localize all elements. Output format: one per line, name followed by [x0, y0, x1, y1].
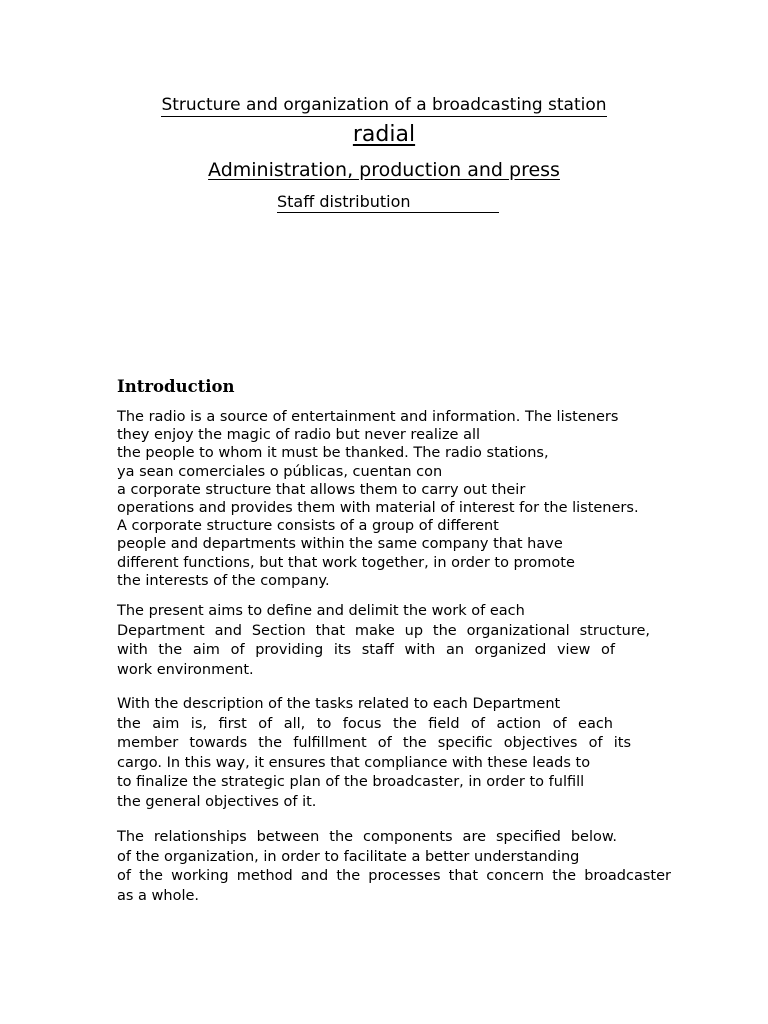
paragraph-line: the aim is, first of all, to focus the field of action of each	[117, 715, 613, 732]
paragraph-line: of the working method and the processes that concern the broadcaster	[117, 868, 671, 884]
paragraph-2	[117, 602, 672, 680]
title-line-1-text: Structure and organization of a broadcasting station	[161, 95, 607, 115]
paragraph-4	[117, 828, 672, 906]
paragraph-line: people and departments within the same company that have	[117, 536, 563, 553]
paragraph-line: With the description of the tasks related to each Department	[117, 696, 561, 712]
paragraph-line: a corporate structure that allows them to carry out their	[117, 481, 526, 498]
paragraph-line: to finalize the strategic plan of the broadcaster, in order to fulfill	[117, 774, 585, 790]
paragraph-1	[117, 408, 672, 590]
paragraph-3	[117, 695, 672, 812]
title-line-4: Staff distribution	[277, 192, 499, 213]
title-line-3	[0, 157, 768, 183]
paragraph-line: the general objectives of it.	[117, 793, 317, 810]
paragraph-line: The present aims to define and delimit the work of each	[117, 603, 525, 619]
paragraph-line: different functions, but that work together, in order to promote	[117, 554, 575, 571]
paragraph-line: with the aim of providing its staff with an organized view of	[117, 642, 615, 658]
section-heading: Introduction	[117, 377, 235, 396]
paragraph-line: The relationships between the components are specified below.	[117, 829, 617, 845]
paragraph-line: operations and provides them with material of interest for the listeners.	[117, 500, 639, 517]
paragraph-line: cargo. In this way, it ensures that compliance with these leads to	[117, 754, 591, 771]
title-line-2-text: radial	[352, 122, 416, 147]
title-line-3-text: Administration, production and press	[208, 159, 560, 181]
paragraph-line: the interests of the company.	[117, 572, 330, 589]
paragraph-line: A corporate structure consists of a group of different	[117, 518, 499, 535]
paragraph-line: work environment.	[117, 661, 254, 678]
paragraph-line: ya sean comerciales o públicas, cuentan con	[117, 463, 443, 480]
paragraph-line: Department and Section that make up the organizational structure,	[117, 622, 650, 639]
paragraph-line: they enjoy the magic of radio but never realize all	[117, 427, 481, 444]
paragraph-line: member towards the fulfillment of the specific objectives of its	[117, 735, 631, 751]
paragraph-line: The radio is a source of entertainment and information. The listeners	[117, 409, 619, 425]
paragraph-line: the people to whom it must be thanked. The radio stations,	[117, 445, 549, 462]
title-line-1	[0, 94, 768, 116]
title-line-2	[0, 121, 768, 149]
paragraph-line: of the organization, in order to facilitate a better understanding	[117, 848, 580, 865]
paragraph-line: as a whole.	[117, 887, 200, 904]
